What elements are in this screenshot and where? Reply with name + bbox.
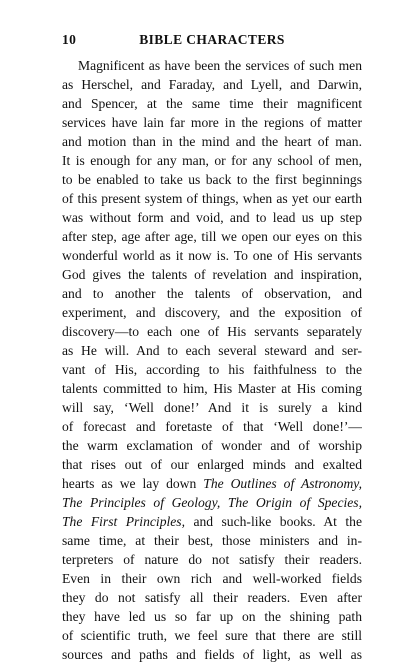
text-segment: will say, ‘Well done!’ And it is surely a kind xyxy=(62,400,362,415)
text-line xyxy=(62,512,362,531)
text-segment: to be enabled to take us back to the first beginnings xyxy=(62,172,362,187)
text-line xyxy=(62,588,362,607)
text-line xyxy=(62,417,362,436)
text-segment: Even in their own rich and well-worked fields xyxy=(62,571,362,586)
text-segment: wonderful world as it now is. To one of His servants xyxy=(62,248,362,263)
text-line xyxy=(62,436,362,455)
running-head xyxy=(62,32,362,48)
text-line xyxy=(62,645,362,664)
text-line xyxy=(62,189,362,208)
text-line xyxy=(62,531,362,550)
text-segment: the warm exclamation of wonder and of worship xyxy=(62,438,362,453)
text-line xyxy=(62,246,362,265)
text-segment: of this present system of things, when as yet our earth xyxy=(62,191,362,206)
text-line xyxy=(62,455,362,474)
text-segment: hearts as we lay down xyxy=(62,476,204,491)
text-segment: of forecast and foretaste of that ‘Well done!’— xyxy=(62,419,362,434)
text-segment: discovery—to each one of His servants separately xyxy=(62,324,362,339)
text-line xyxy=(62,569,362,588)
text-line xyxy=(62,151,362,170)
text-segment: and motion than in the mind and the heart of man. xyxy=(62,134,362,149)
text-line xyxy=(62,94,362,113)
text-segment: Magnificent as have been the services of such men xyxy=(78,58,362,73)
text-line xyxy=(62,398,362,417)
text-segment: vant of His, according to his faithfulness to the xyxy=(62,362,362,377)
text-line xyxy=(62,474,362,493)
italic-title-text: The Outlines of Astronomy, xyxy=(203,476,362,491)
text-line xyxy=(62,56,362,75)
italic-title-text: The Principles of Geology, The Origin of Species, xyxy=(62,495,362,510)
text-segment: terpreters of nature do not satisfy their readers. xyxy=(62,552,362,567)
text-segment: as He will. And to each several steward and ser- xyxy=(62,343,362,358)
text-segment: they have led us so far up on the shining path xyxy=(62,609,362,624)
text-line xyxy=(62,360,362,379)
text-line xyxy=(62,493,362,512)
text-line xyxy=(62,113,362,132)
text-segment: God gives the talents of revelation and inspiration, xyxy=(62,267,362,282)
text-segment: experiment, and discovery, and the exposition of xyxy=(62,305,362,320)
text-segment: sources and paths and fields of light, as well as xyxy=(62,647,362,662)
text-segment: as Herschel, and Faraday, and Lyell, and Darwin, xyxy=(62,77,362,92)
text-segment: after step, age after age, till we open our eyes on this xyxy=(62,229,362,244)
text-line xyxy=(62,322,362,341)
text-segment: was without form and void, and to lead us up step xyxy=(62,210,362,225)
page-number: 10 xyxy=(62,32,77,47)
text-segment: services have lain far more in the regions of matter xyxy=(62,115,362,130)
text-line xyxy=(62,170,362,189)
text-segment: that rises out of our enlarged minds and exalted xyxy=(62,457,362,472)
text-line xyxy=(62,284,362,303)
text-line xyxy=(62,227,362,246)
text-segment: and such-like books. At the xyxy=(185,514,362,529)
text-segment: It is enough for any man, or for any school of men, xyxy=(62,153,362,168)
running-title: BIBLE CHARACTERS xyxy=(139,32,285,47)
text-line xyxy=(62,75,362,94)
text-segment: they do not satisfy all their readers. Even after xyxy=(62,590,362,605)
text-line xyxy=(62,341,362,360)
body-text xyxy=(62,56,362,664)
text-line xyxy=(62,132,362,151)
text-line xyxy=(62,303,362,322)
italic-title-text: The First Principles, xyxy=(62,514,185,529)
text-segment: of scientific truth, we feel sure that there are still xyxy=(62,628,362,643)
text-line xyxy=(62,208,362,227)
text-line xyxy=(62,379,362,398)
text-line xyxy=(62,607,362,626)
text-segment: same time, at their best, those ministers and in- xyxy=(62,533,362,548)
text-line xyxy=(62,626,362,645)
text-line xyxy=(62,550,362,569)
text-segment: and to another the talents of observation, and xyxy=(62,286,362,301)
text-segment: and Spencer, at the same time their magnificent xyxy=(62,96,362,111)
text-line xyxy=(62,265,362,284)
text-segment: talents committed to him, His Master at His coming xyxy=(62,381,362,396)
